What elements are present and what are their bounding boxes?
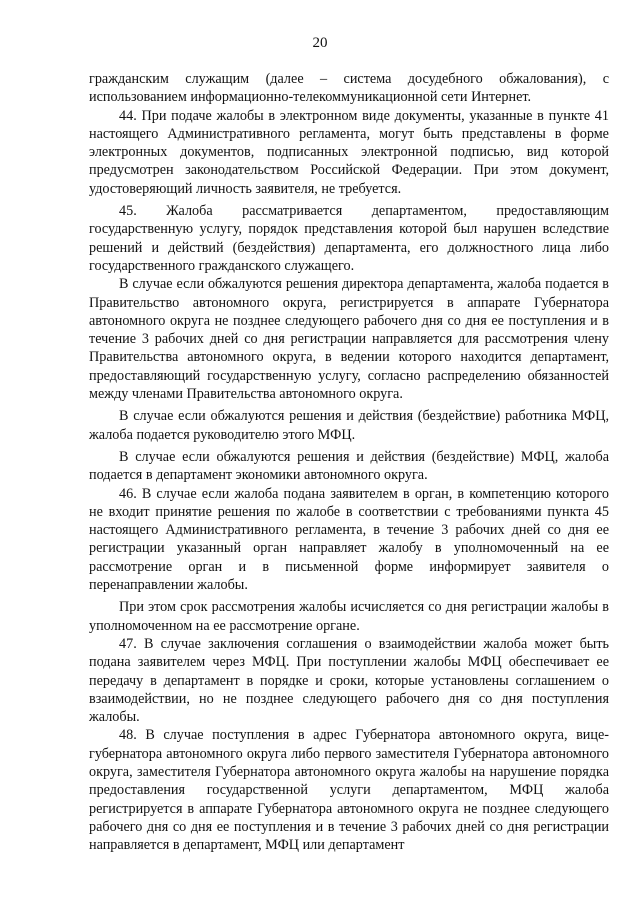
paragraph-continuation: гражданским служащим (далее – система досудебного обжалования), с использованием информационно-телекоммуникационной сети Интернет.	[89, 71, 609, 106]
paragraph-45-mfc: В случае если обжалуются решения и действия (бездействие) МФЦ, жалоба подается в департамент экономики автономного округа.	[89, 448, 609, 484]
paragraph-46: 46. В случае если жалоба подана заявителем в орган, в компетенцию которого не входит принятие решения по жалобе в соответствии с требованиями пункта 45 настоящего Административного регламента, в течение 3 рабочих дней со дня ее регистрации указанный орган направляет жалобу в уполномоченный на ее рассмотрение орган и в письменной форме информирует заявителя о перенаправлении жалобы.	[89, 485, 609, 594]
page-number: 20	[312, 35, 328, 51]
paragraph-44: 44. При подаче жалобы в электронном виде документы, указанные в пункте 41 настоящего Административного регламента, могут быть представлены в форме электронных документов, подписанных электронной подписью, вид которой предусмотрен законодательством Российской Федерации. При этом документ, удостоверяющий личность заявителя, не требуется.	[89, 107, 609, 197]
paragraph-45-mfc-worker: В случае если обжалуются решения и действия (бездействие) работника МФЦ, жалоба подается руководителю этого МФЦ.	[89, 408, 609, 443]
paragraph-47: 47. В случае заключения соглашения о взаимодействии жалоба может быть подана заявителем через МФЦ. При поступлении жалобы МФЦ обеспечивает ее передачу в департамент в порядке и сроки, которые установлены соглашением о взаимодействии, но не позднее следующего рабочего дня со дня поступления жалобы.	[89, 635, 609, 726]
paragraph-46-term: При этом срок рассмотрения жалобы исчисляется со дня регистрации жалобы в уполномоченном на ее рассмотрение органе.	[89, 599, 609, 634]
paragraph-48: 48. В случае поступления в адрес Губернатора автономного округа, вице-губернатора автономного округа либо первого заместителя Губернатора автономного округа, заместителя Губернатора автономного округа жалобы на нарушение порядка предоставления государственной услуги департаментом, МФЦ жалоба регистрируется в аппарате Губернатора автономного округа не позднее следующего рабочего дня со дня ее поступления и в течение 3 рабочих дней со дня регистрации направляется в департамент, МФЦ или департамент	[89, 727, 609, 854]
document-body	[89, 70, 609, 854]
paragraph-45: 45. Жалоба рассматривается департаментом, предоставляющим государственную услугу, порядок представления которой был нарушен вследствие решений и действий (бездействия) департамента, его должностного лица либо государственного гражданского служащего.	[89, 203, 609, 274]
paragraph-45-director: В случае если обжалуются решения директора департамента, жалоба подается в Правительство автономного округа, регистрируется в аппарате Губернатора автономного округа не позднее следующего рабочего дня со дня ее поступления и в течение 3 рабочих дней со дня регистрации направляется для рассмотрения члену Правительства автономного округа, в ведении которого находится департамент, предоставляющий государственную услугу, согласно распределению обязанностей между членами Правительства автономного округа.	[89, 276, 609, 403]
